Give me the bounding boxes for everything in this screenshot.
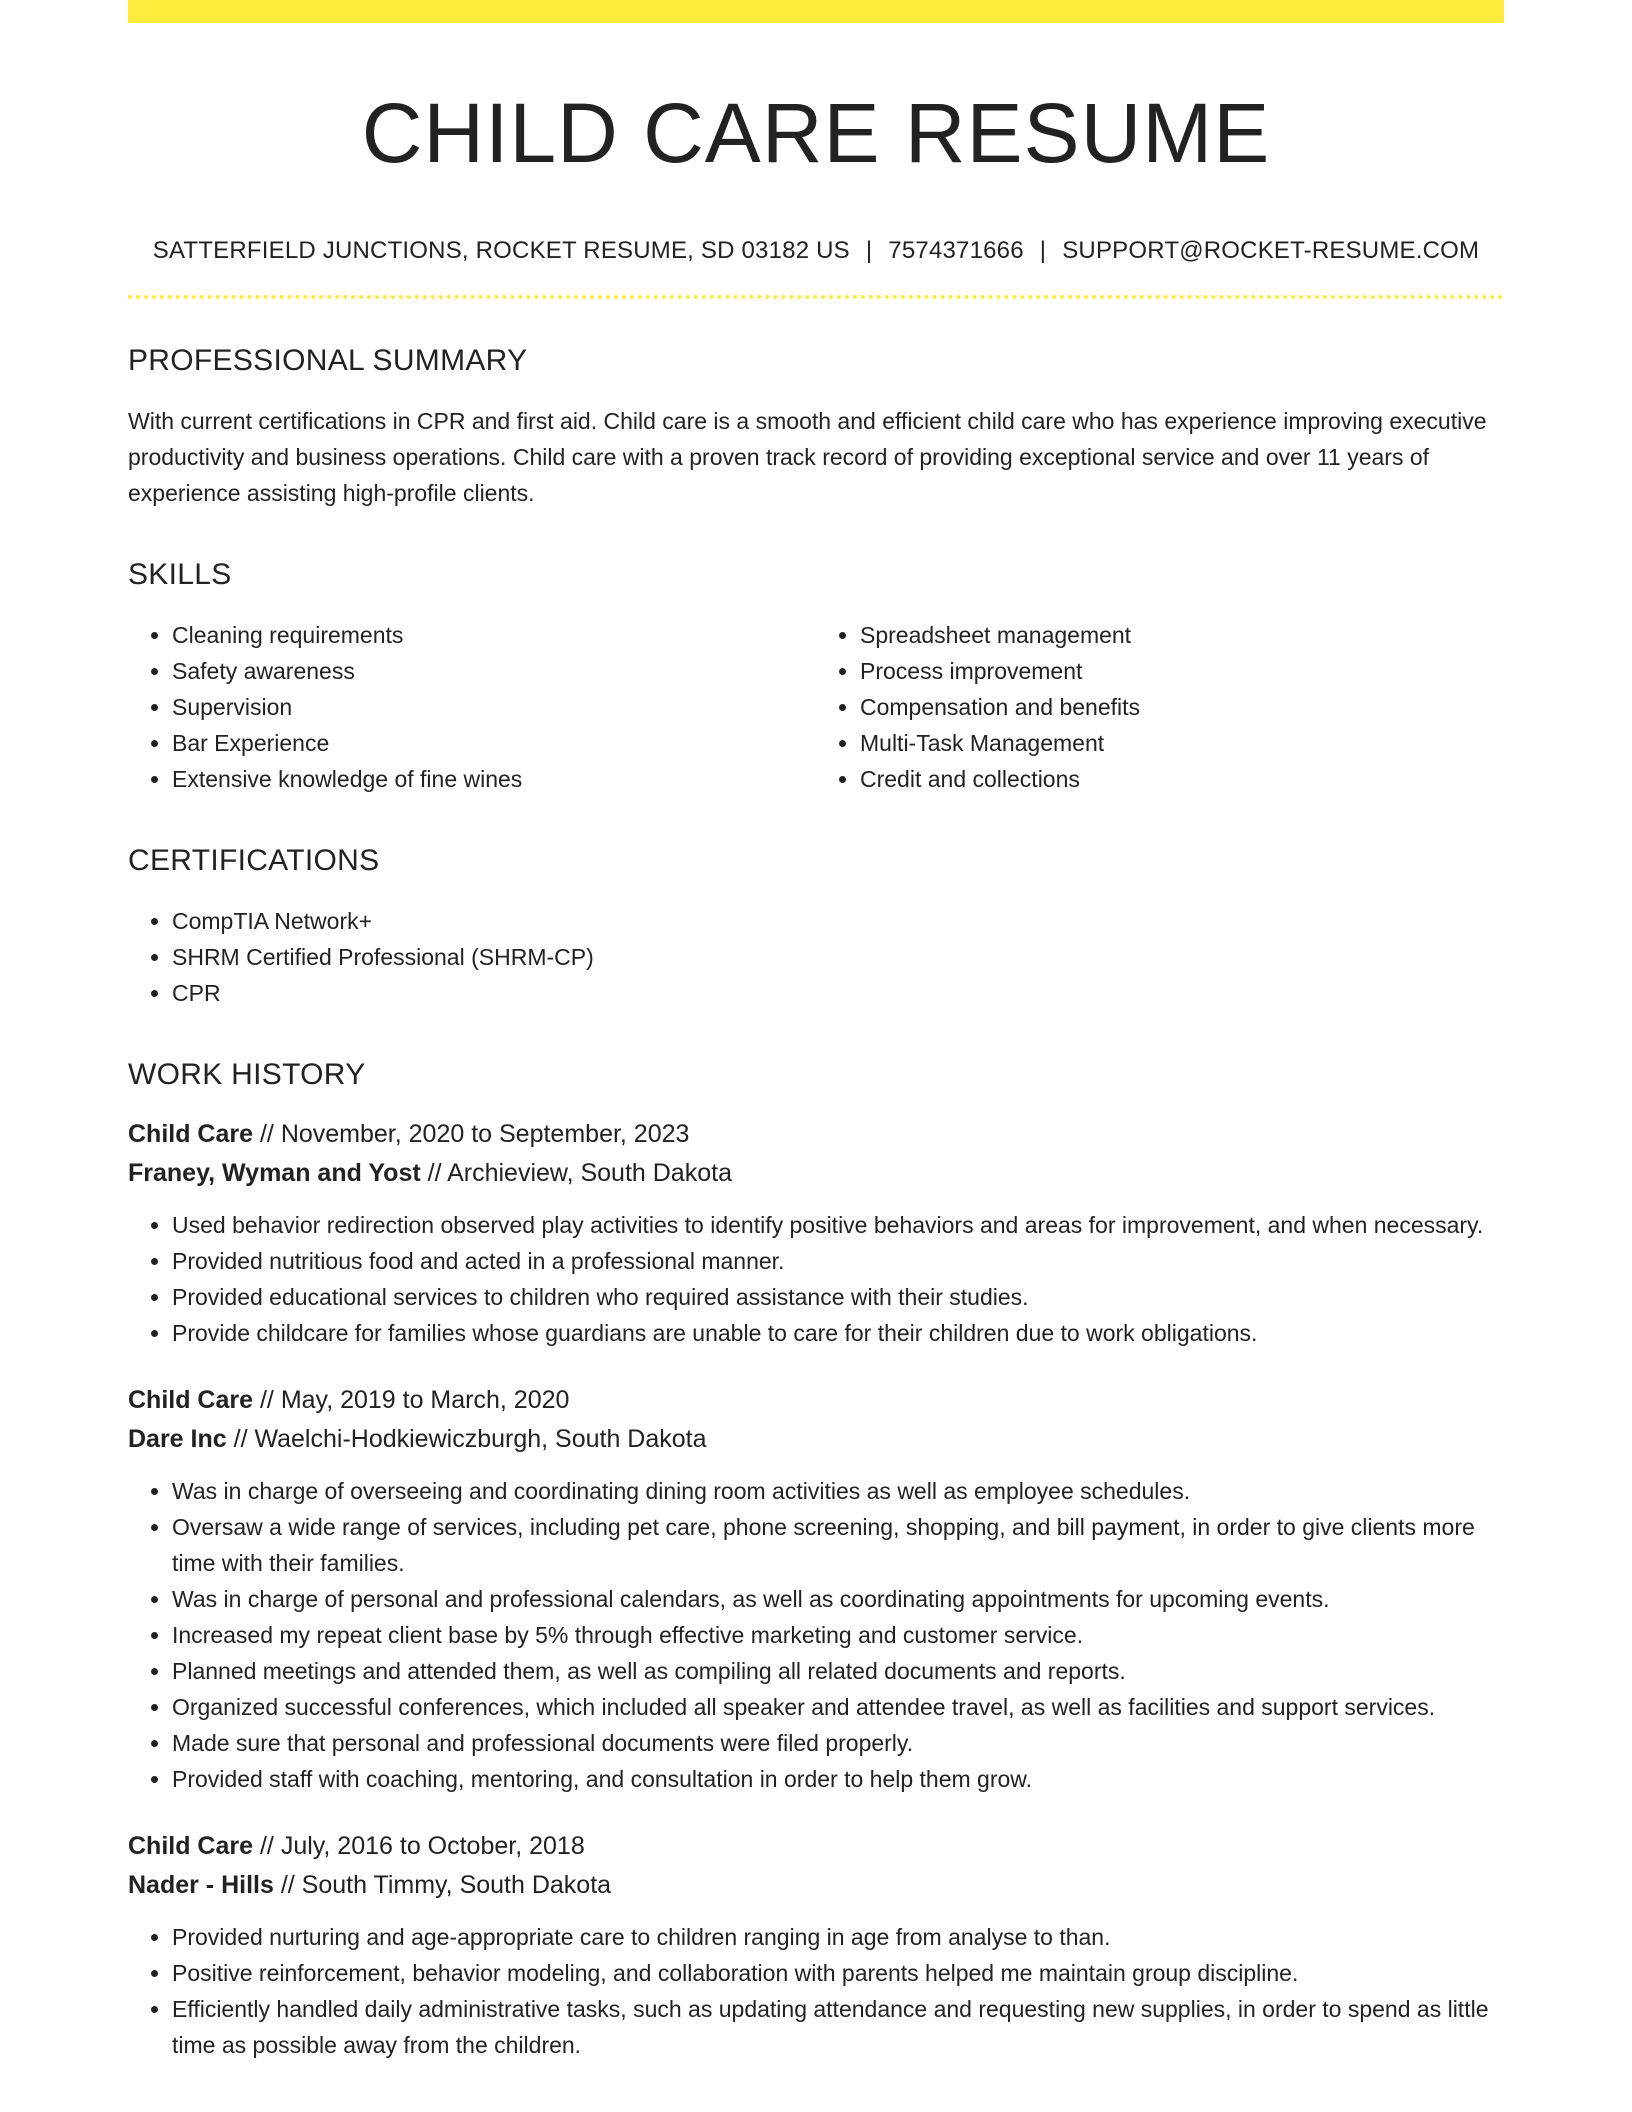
job-duty-item: • Provided nutritious food and acted in a professional manner. <box>172 1243 1504 1279</box>
skills-list-left <box>128 617 816 797</box>
dotted-divider <box>128 295 1504 299</box>
contact-separator: | <box>865 237 873 265</box>
work-history-heading: WORK HISTORY <box>128 1058 366 1092</box>
job-duties-list <box>128 1207 1504 1351</box>
skill-item: • Spreadsheet management <box>860 617 1504 653</box>
job-duty-item: • Provided staff with coaching, mentoring, and consultation in order to help them grow. <box>172 1761 1504 1797</box>
job-duty-item: • Was in charge of personal and professional calendars, as well as coordinating appointments for upcoming events. <box>172 1581 1504 1617</box>
job-duty-item: • Increased my repeat client base by 5% through effective marketing and customer service. <box>172 1617 1504 1653</box>
job-role: Child Care <box>128 1832 254 1861</box>
job-dates: // November, 2020 to September, 2023 <box>253 1120 690 1149</box>
contact-address: SATTERFIELD JUNCTIONS, ROCKET RESUME, SD 03182 US <box>152 237 850 265</box>
job-location: // Waelchi-Hodkiewiczburgh, South Dakota <box>226 1425 707 1454</box>
job-duty-item: • Organized successful conferences, which included all speaker and attendee travel, as well as facilities and support services. <box>172 1689 1504 1725</box>
job-entry <box>128 1115 1504 1351</box>
job-duty-item: • Provided nurturing and age-appropriate care to children ranging in age from analyse to than. <box>172 1919 1504 1955</box>
job-duty-item: • Used behavior redirection observed play activities to identify positive behaviors and areas for improvement, and when necessary. <box>172 1207 1504 1243</box>
skill-item: • Bar Experience <box>172 725 816 761</box>
job-duty-item: • Provide childcare for families whose guardians are unable to care for their children due to work obligations. <box>172 1315 1504 1351</box>
job-duty-item: • Positive reinforcement, behavior modeling, and collaboration with parents helped me maintain group discipline. <box>172 1955 1504 1991</box>
job-role-line <box>128 1827 1504 1866</box>
job-role-line <box>128 1381 1504 1420</box>
contact-phone: 7574371666 <box>888 237 1024 265</box>
job-duty-item: • Planned meetings and attended them, as well as compiling all related documents and reports. <box>172 1653 1504 1689</box>
job-entry <box>128 1381 1504 1797</box>
job-role-line <box>128 1115 1504 1154</box>
summary-text: With current certifications in CPR and first aid. Child care is a smooth and efficient child care who has experience improving executive productivity and business operations. Child care with a proven track record of providing exceptional service and over 11 years of experience assisting high-profile clients. <box>128 408 1487 507</box>
skill-item: • Safety awareness <box>172 653 816 689</box>
job-duties-list <box>128 1473 1504 1797</box>
job-duties-list <box>128 1919 1504 2063</box>
skills-list-right <box>816 617 1504 797</box>
job-role: Child Care <box>128 1120 254 1149</box>
resume-title: CHILD CARE RESUME <box>361 86 1271 180</box>
skill-item: • Cleaning requirements <box>172 617 816 653</box>
certifications-list <box>128 903 1504 1011</box>
job-duty-item: • Made sure that personal and professional documents were filed properly. <box>172 1725 1504 1761</box>
job-company-line <box>128 1866 1504 1905</box>
job-company-line <box>128 1420 1504 1459</box>
skill-item: • Credit and collections <box>860 761 1504 797</box>
summary-heading: PROFESSIONAL SUMMARY <box>128 344 528 378</box>
skill-item: • Process improvement <box>860 653 1504 689</box>
job-role: Child Care <box>128 1386 254 1415</box>
certification-item: • CompTIA Network+ <box>172 903 1504 939</box>
contact-email[interactable]: SUPPORT@ROCKET-RESUME.COM <box>1062 237 1480 265</box>
job-company: Franey, Wyman and Yost <box>128 1159 421 1188</box>
job-duty-item: • Oversaw a wide range of services, including pet care, phone screening, shopping, and bill payment, in order to give clients more time with their families. <box>172 1509 1504 1581</box>
contact-line <box>128 237 1504 265</box>
skill-item: • Extensive knowledge of fine wines <box>172 761 816 797</box>
job-duty-item: • Was in charge of overseeing and coordinating dining room activities as well as employee schedules. <box>172 1473 1504 1509</box>
top-accent-bar <box>128 0 1504 23</box>
job-location: // South Timmy, South Dakota <box>273 1871 612 1900</box>
job-location: // Archieview, South Dakota <box>420 1159 732 1188</box>
job-duty-item: • Efficiently handled daily administrative tasks, such as updating attendance and requesting new supplies, in order to spend as little time as possible away from the children. <box>172 1991 1504 2063</box>
skills-grid <box>128 617 1504 797</box>
certification-item: • CPR <box>172 975 1504 1011</box>
job-company-line <box>128 1154 1504 1193</box>
contact-separator: | <box>1039 237 1047 265</box>
certification-item: • SHRM Certified Professional (SHRM-CP) <box>172 939 1504 975</box>
job-company: Nader - Hills <box>128 1871 274 1900</box>
job-company: Dare Inc <box>128 1425 227 1454</box>
skills-heading: SKILLS <box>128 558 232 592</box>
resume-page <box>128 0 1504 2063</box>
job-entry <box>128 1827 1504 2063</box>
skill-item: • Compensation and benefits <box>860 689 1504 725</box>
job-dates: // July, 2016 to October, 2018 <box>253 1832 585 1861</box>
skill-item: • Multi-Task Management <box>860 725 1504 761</box>
job-duty-item: • Provided educational services to children who required assistance with their studies. <box>172 1279 1504 1315</box>
job-dates: // May, 2019 to March, 2020 <box>253 1386 570 1415</box>
skill-item: • Supervision <box>172 689 816 725</box>
certifications-heading: CERTIFICATIONS <box>128 844 380 878</box>
